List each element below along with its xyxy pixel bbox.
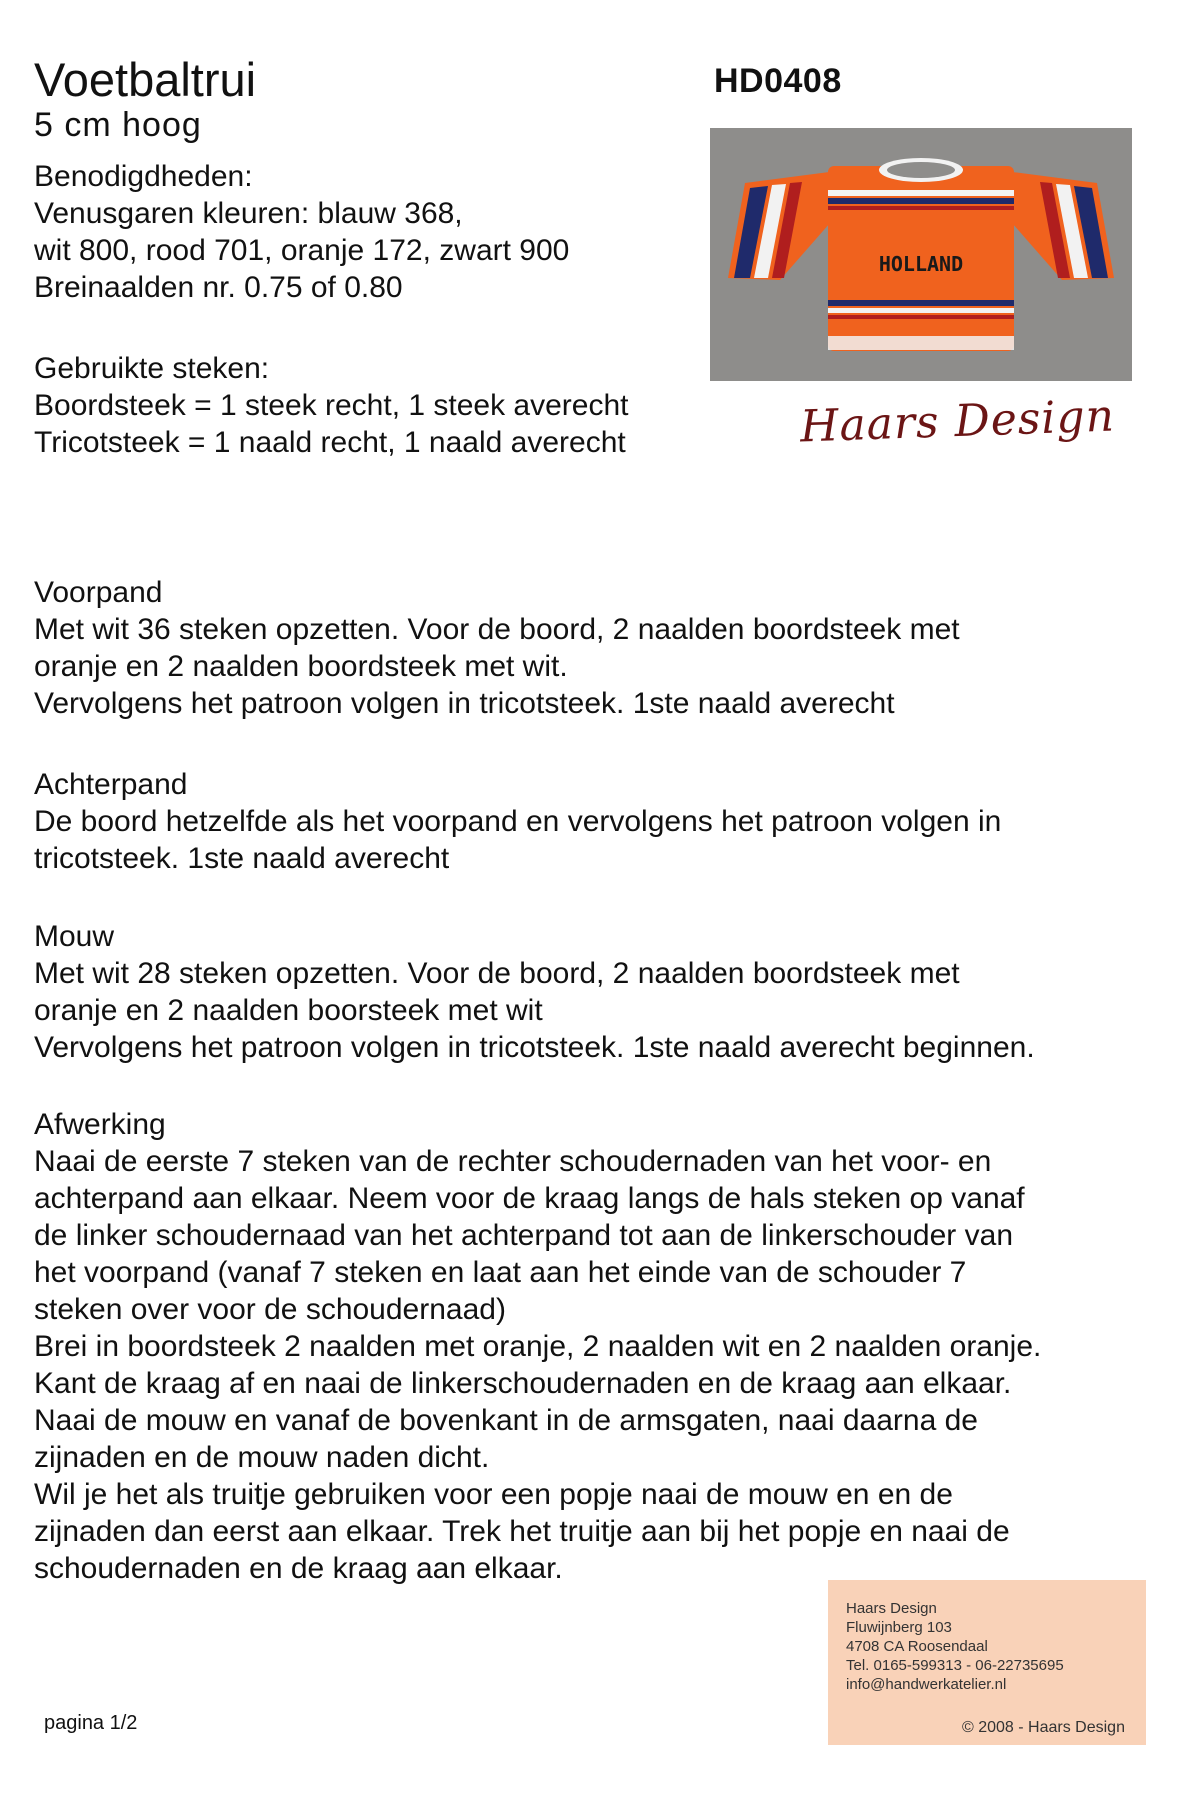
section-line: Met wit 36 steken opzetten. Voor de boord, 2 naalden boordsteek met bbox=[34, 613, 960, 646]
section-line: steken over voor de schoudernaad) bbox=[34, 1293, 506, 1326]
section-line: het voorpand (vanaf 7 steken en laat aan het einde van de schouder 7 bbox=[34, 1256, 967, 1289]
finishing-section bbox=[34, 1106, 1174, 1587]
back-section bbox=[34, 766, 1154, 877]
sleeve-section bbox=[34, 918, 1164, 1066]
section-line: Wil je het als truitje gebruiken voor een popje naai de mouw en en de bbox=[34, 1478, 953, 1511]
section-line: de linker schoudernaad van het achterpand tot aan de linkerschouder van bbox=[34, 1219, 1013, 1252]
section-line: achterpand aan elkaar. Neem voor de kraag langs de hals steken op vanaf bbox=[34, 1182, 1025, 1215]
front-section bbox=[34, 574, 1154, 722]
materials-line: Venusgaren kleuren: blauw 368, bbox=[34, 197, 463, 230]
section-line: Brei in boordsteek 2 naalden met oranje, 2 naalden wit en 2 naalden oranje. bbox=[34, 1330, 1042, 1363]
section-heading: Voorpand bbox=[34, 576, 163, 609]
section-line: oranje en 2 naalden boordsteek met wit. bbox=[34, 650, 568, 683]
contact-box bbox=[828, 1580, 1146, 1745]
pattern-code: HD0408 bbox=[714, 62, 842, 100]
contact-phone: Tel. 0165-599313 - 06-22735695 bbox=[846, 1657, 1064, 1674]
contact-street: Fluwijnberg 103 bbox=[846, 1619, 952, 1636]
materials-heading: Benodigdheden: bbox=[34, 160, 253, 193]
boordsteek-definition: Boordsteek = 1 steek recht, 1 steek averecht bbox=[34, 389, 629, 422]
sweater-lettering: HOLLAND bbox=[878, 252, 964, 276]
section-heading: Afwerking bbox=[34, 1108, 166, 1141]
contact-company: Haars Design bbox=[846, 1600, 937, 1617]
section-heading: Achterpand bbox=[34, 768, 188, 801]
page-title: Voetbaltrui bbox=[34, 53, 257, 106]
section-line: Vervolgens het patroon volgen in tricotsteek. 1ste naald averecht beginnen. bbox=[34, 1031, 1035, 1064]
section-line: Vervolgens het patroon volgen in tricotsteek. 1ste naald averecht bbox=[34, 687, 895, 720]
section-line: schoudernaden en de kraag aan elkaar. bbox=[34, 1552, 563, 1585]
stitches-heading: Gebruikte steken: bbox=[34, 352, 270, 385]
section-line: Naai de mouw en vanaf de bovenkant in de armsgaten, naai daarna de bbox=[34, 1404, 978, 1437]
section-line: Met wit 28 steken opzetten. Voor de boord, 2 naalden boordsteek met bbox=[34, 957, 960, 990]
section-line: zijnaden en de mouw naden dicht. bbox=[34, 1441, 490, 1474]
contact-city: 4708 CA Roosendaal bbox=[846, 1638, 988, 1655]
materials-section bbox=[34, 158, 674, 306]
sweater-photo bbox=[710, 128, 1132, 381]
item-height: 5 cm hoog bbox=[34, 106, 202, 144]
section-heading: Mouw bbox=[34, 920, 115, 953]
tricotsteek-definition: Tricotsteek = 1 naald recht, 1 naald averecht bbox=[34, 426, 626, 459]
stitches-section bbox=[34, 350, 634, 461]
section-line: zijnaden dan eerst aan elkaar. Trek het truitje aan bij het popje en naai de bbox=[34, 1515, 1010, 1548]
section-line: oranje en 2 naalden boorsteek met wit bbox=[34, 994, 543, 1027]
materials-line: Breinaalden nr. 0.75 of 0.80 bbox=[34, 271, 403, 304]
section-line: De boord hetzelfde als het voorpand en vervolgens het patroon volgen in bbox=[34, 805, 1002, 838]
materials-line: wit 800, rood 701, oranje 172, zwart 900 bbox=[34, 234, 570, 267]
section-line: Kant de kraag af en naai de linkerschoudernaden en de kraag aan elkaar. bbox=[34, 1367, 1012, 1400]
contact-email[interactable]: info@handwerkatelier.nl bbox=[846, 1676, 1007, 1693]
brand-signature-logo: Haars Design bbox=[799, 390, 1116, 453]
copyright-notice: © 2008 - Haars Design bbox=[962, 1719, 1125, 1736]
page-number: pagina 1/2 bbox=[44, 1712, 138, 1734]
section-line: tricotsteek. 1ste naald averecht bbox=[34, 842, 450, 875]
section-line: Naai de eerste 7 steken van de rechter schoudernaden van het voor- en bbox=[34, 1145, 992, 1178]
